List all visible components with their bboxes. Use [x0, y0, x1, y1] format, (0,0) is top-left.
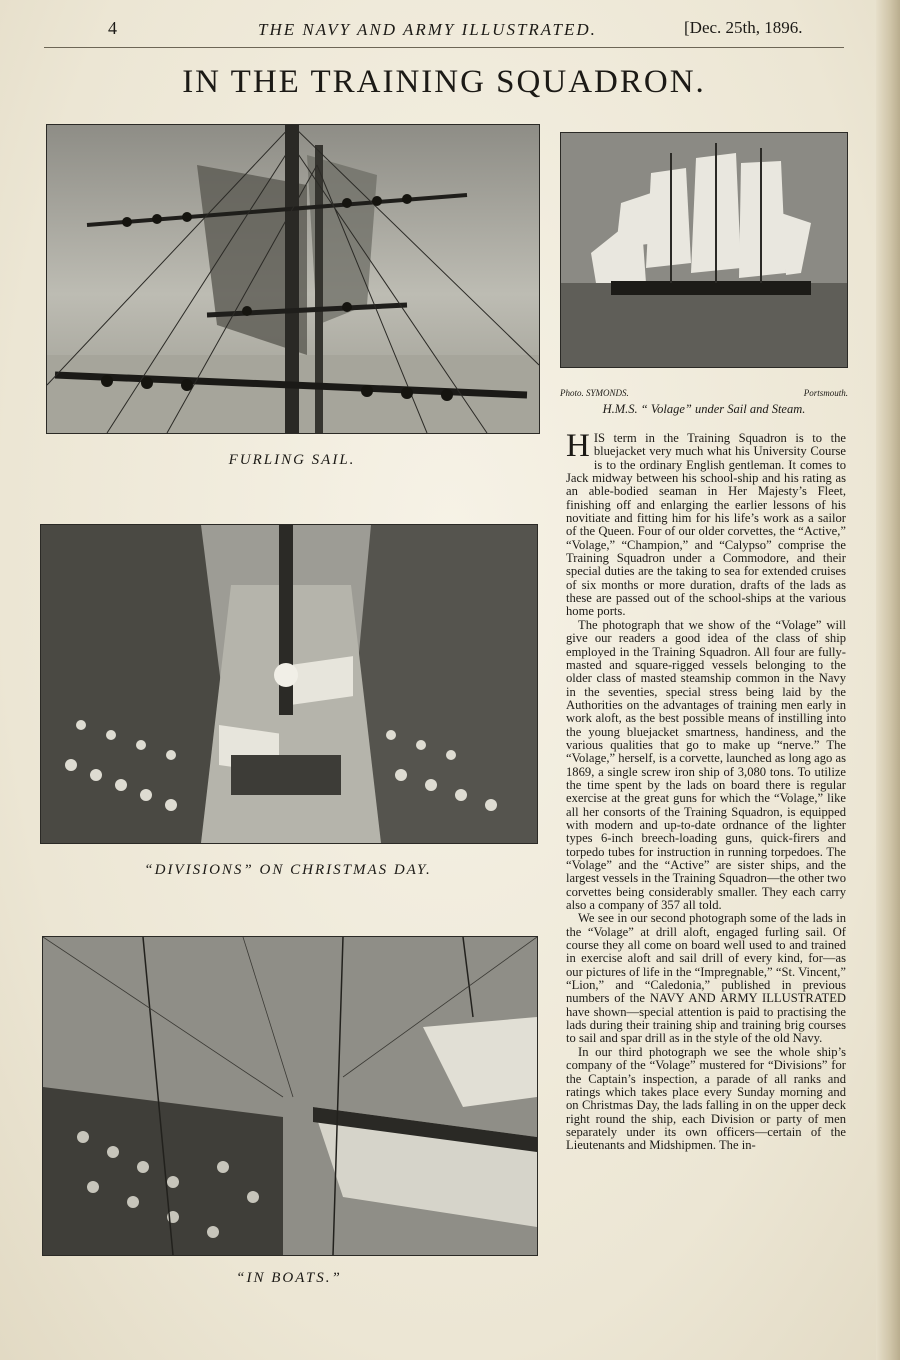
page-gutter-edge — [876, 0, 900, 1360]
hms-volage-photo — [560, 132, 848, 368]
furling-sail-caption: FURLING SAIL. — [228, 452, 356, 468]
paragraph-1-text: IS term in the Training Squadron is to the bluejacket very much what his University Course is to the ordinary English gentleman. It comes to Jack midway between his school-ship and his rating as an able-bodied seaman in Her Majesty’s Fleet, finishing off and enlarging the earlier lessons of his novitiate and fitting him for his life’s work as a sailor of the Queen. Four of our older corvettes, the “Active,” “Volage,” “Champion,” and “Calypso” comprise the Training Squadron under a Commodore, and their special duties are the taking to sea for extended cruises of six months or more duration, drafts of the lads as these are passed out of the school-ships at the various home ports. — [566, 432, 846, 619]
photo-location-credit: Portsmouth. — [803, 388, 848, 398]
journal-title: THE NAVY AND ARMY ILLUSTRATED. — [258, 20, 597, 39]
article-title: IN THE TRAINING SQUADRON. — [182, 64, 706, 100]
furling-sail-photo — [46, 124, 540, 434]
page-number: 4 — [108, 18, 117, 38]
running-head — [108, 18, 808, 48]
drop-cap: H — [566, 432, 590, 464]
in-boats-photo — [42, 936, 538, 1256]
divisions-caption: “DIVISIONS” ON CHRISTMAS DAY. — [144, 862, 432, 878]
issue-date: [Dec. 25th, 1896. — [684, 18, 803, 37]
photographer-credit: Photo. SYMONDS. — [560, 388, 629, 398]
article-paragraph-2: The photograph that we show of the “Volage” will give our readers a good idea of the class of ship employed in the Training Squadron. All four are fully-masted and square-rigged vessels belonging to the older class of masted steamship common in the Navy in the seventies, special stress being laid by the Authorities on the advantages of training men early in work aloft, as the best possible means of instilling into the young bluejacket smartness, handiness, and the various qualities that go to make up “nerve.” The “Volage,” herself, is a corvette, launched as long ago as 1869, a single screw iron ship of 3,080 tons. To utilize the time spent by the lads on board there is regular exercise at the great guns for which the “Volage,” like all her consorts of the Training Squadron, is equipped with modern and up-to-date ordnance of the lighter types 6-inch breech-loading guns, quick-firers and torpedo tubes for instruction in running torpedoes. The “Volage” and the “Active” are sister ships, and the largest vessels in the Training Squadron—the other two corvettes being considerably smaller. They each carry also a company of 357 all told. — [566, 617, 846, 913]
photo-credit — [560, 388, 848, 402]
in-boats-caption: “IN BOATS.” — [236, 1270, 342, 1286]
divisions-photo — [40, 524, 538, 844]
article-body — [566, 432, 846, 1302]
article-paragraph-4: In our third photograph we see the whole ship’s company of the “Volage” mustered for “Divisions” for the Captain’s inspection, a parade of all ranks and ratings which takes place every Sunday morning and on Christmas Day, the lads falling in on the upper deck right round the ship, each Division or party of men separately under its own officers—certain of the Lieutenants and Midshipmen. The in- — [566, 1044, 846, 1153]
article-paragraph-3: We see in our second photograph some of the lads in the “Volage” at drill aloft, engaged furling sail. Of course they all come on board well used to and trained in exercise aloft and sail drill of every kind, for—as our pictures of life in the “Impregnable,” “St. Vincent,” “Lion,” and “Caledonia,” published in previous numbers of the NAVY AND ARMY ILLUSTRATED have shown—special attention is paid to practising the lads during their training ship and training brig courses to sail and spar drill as in the style of the old Navy. — [566, 911, 846, 1046]
article-paragraph-1 — [566, 432, 846, 619]
hms-volage-caption: H.M.S. “ Volage” under Sail and Steam. — [602, 402, 806, 416]
header-rule — [44, 47, 844, 48]
